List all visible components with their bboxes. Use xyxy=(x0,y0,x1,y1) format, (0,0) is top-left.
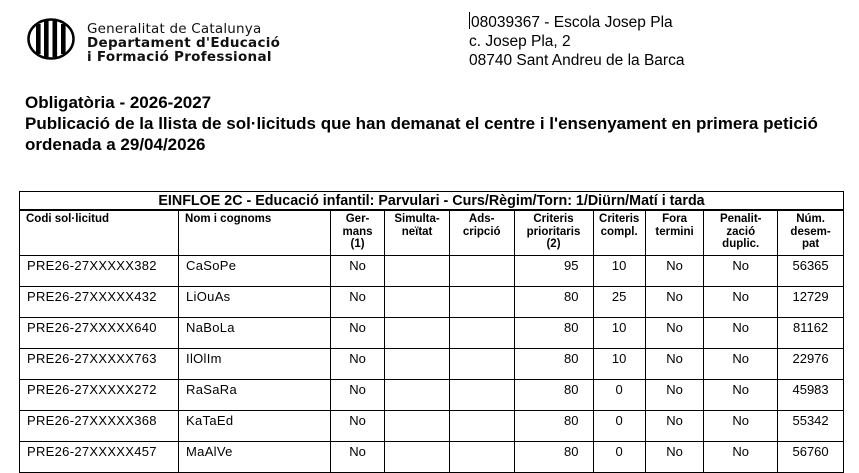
school-city: 08740 Sant Andreu de la Barca xyxy=(469,52,685,69)
table-cell: PRE26-27XXXXX640 xyxy=(20,318,179,349)
table-cell xyxy=(385,256,450,287)
table-cell: PRE26-27XXXXX272 xyxy=(20,380,179,411)
table-cell: CaSoPe xyxy=(179,256,331,287)
table-cell xyxy=(449,287,514,318)
table-cell: 80 xyxy=(514,287,593,318)
col-header-germans: Ger- mans (1) xyxy=(330,210,384,256)
table-cell xyxy=(449,318,514,349)
table-cell xyxy=(385,318,450,349)
table-cell: 0 xyxy=(593,442,645,473)
table-cell: MaAlVe xyxy=(179,442,331,473)
table-cell: PRE26-27XXXXX432 xyxy=(20,287,179,318)
table-cell: LiOuAs xyxy=(179,287,331,318)
table-cell: KaTaEd xyxy=(179,411,331,442)
table-cell: 80 xyxy=(514,380,593,411)
col-header-nom: Nom i cognoms xyxy=(179,210,331,256)
table-cell: PRE26-27XXXXX368 xyxy=(20,411,179,442)
table-cell: No xyxy=(330,442,384,473)
table-cell: No xyxy=(330,349,384,380)
table-cell: No xyxy=(330,380,384,411)
school-street: c. Josep Pla, 2 xyxy=(469,33,571,50)
generalitat-logo-icon xyxy=(27,18,75,60)
table-cell xyxy=(449,349,514,380)
org-line-1: Generalitat de Catalunya xyxy=(87,21,262,37)
table-row xyxy=(20,318,844,349)
col-header-adscripcio: Ads- cripció xyxy=(449,210,514,256)
table-cell: No xyxy=(330,411,384,442)
table-cell: No xyxy=(645,256,703,287)
table-cell: NaBoLa xyxy=(179,318,331,349)
table-cell: 80 xyxy=(514,411,593,442)
table-cell: No xyxy=(704,318,778,349)
col-header-fora-termini: Fora termini xyxy=(645,210,703,256)
table-cell: 0 xyxy=(593,411,645,442)
table-cell xyxy=(385,380,450,411)
table-cell: 56760 xyxy=(778,442,844,473)
table-cell xyxy=(449,411,514,442)
table-cell: No xyxy=(704,256,778,287)
table-cell xyxy=(449,442,514,473)
table-cell: No xyxy=(704,349,778,380)
table-cell: 10 xyxy=(593,349,645,380)
table-row xyxy=(20,256,844,287)
table-cell: 81162 xyxy=(778,318,844,349)
title-line-1: Obligatòria - 2026-2027 xyxy=(25,93,212,112)
table-cell: No xyxy=(645,349,703,380)
school-address xyxy=(469,12,684,70)
table-cell: No xyxy=(330,287,384,318)
table-cell: RaSaRa xyxy=(179,380,331,411)
table-cell: No xyxy=(645,442,703,473)
table-cell: PRE26-27XXXXX457 xyxy=(20,442,179,473)
table-row xyxy=(20,411,844,442)
applications-table xyxy=(19,191,844,473)
table-cell: No xyxy=(645,380,703,411)
table-cell: No xyxy=(704,442,778,473)
col-header-num-desempat: Núm. desem- pat xyxy=(778,210,844,256)
table-cell: 22976 xyxy=(778,349,844,380)
table-cell: PRE26-27XXXXX763 xyxy=(20,349,179,380)
table-cell: PRE26-27XXXXX382 xyxy=(20,256,179,287)
table-cell: No xyxy=(704,287,778,318)
text-cursor xyxy=(469,12,470,29)
table-cell: No xyxy=(645,318,703,349)
table-cell: 80 xyxy=(514,442,593,473)
table-cell: No xyxy=(330,318,384,349)
table-cell: No xyxy=(330,256,384,287)
title-line-2: Publicació de la llista de sol·licituds que han demanat el centre i l'ensenyament en primera petició ordenada a 29/04/2026 xyxy=(25,114,818,154)
school-code-name: 08039367 - Escola Josep Pla xyxy=(471,14,673,31)
table-cell xyxy=(385,287,450,318)
col-header-penalitzacio: Penalit- zació duplic. xyxy=(704,210,778,256)
table-row xyxy=(20,380,844,411)
table-cell: 56365 xyxy=(778,256,844,287)
table-cell xyxy=(449,256,514,287)
table-cell: 10 xyxy=(593,318,645,349)
table-cell: No xyxy=(645,287,703,318)
table-cell: 0 xyxy=(593,380,645,411)
page-title xyxy=(25,92,845,155)
org-line-3: i Formació Professional xyxy=(87,49,272,65)
table-cell: 25 xyxy=(593,287,645,318)
table-row xyxy=(20,287,844,318)
col-header-simultaneitat: Simulta- neïtat xyxy=(385,210,450,256)
organization-name xyxy=(87,22,280,64)
table-cell: No xyxy=(645,411,703,442)
col-header-criteris-prioritaris: Criteris prioritaris (2) xyxy=(514,210,593,256)
table-caption: EINFLOE 2C - Educació infantil: Parvulari - Curs/Règim/Torn: 1/Diürn/Matí i tarda xyxy=(20,192,844,211)
table-cell: 80 xyxy=(514,349,593,380)
table-cell: No xyxy=(704,380,778,411)
table-cell: 80 xyxy=(514,318,593,349)
table-cell: 45983 xyxy=(778,380,844,411)
table-cell: 95 xyxy=(514,256,593,287)
table-cell: 10 xyxy=(593,256,645,287)
org-line-2: Departament d'Educació xyxy=(87,35,281,51)
table-row xyxy=(20,442,844,473)
table-cell: IlOlIm xyxy=(179,349,331,380)
table-cell xyxy=(385,349,450,380)
table-cell xyxy=(385,442,450,473)
table-row xyxy=(20,349,844,380)
col-header-codi: Codi sol·licitud xyxy=(20,210,179,256)
table-cell: No xyxy=(704,411,778,442)
table-cell: 12729 xyxy=(778,287,844,318)
col-header-criteris-compl: Criteris compl. xyxy=(593,210,645,256)
table-cell: 55342 xyxy=(778,411,844,442)
table-cell xyxy=(385,411,450,442)
table-cell xyxy=(449,380,514,411)
